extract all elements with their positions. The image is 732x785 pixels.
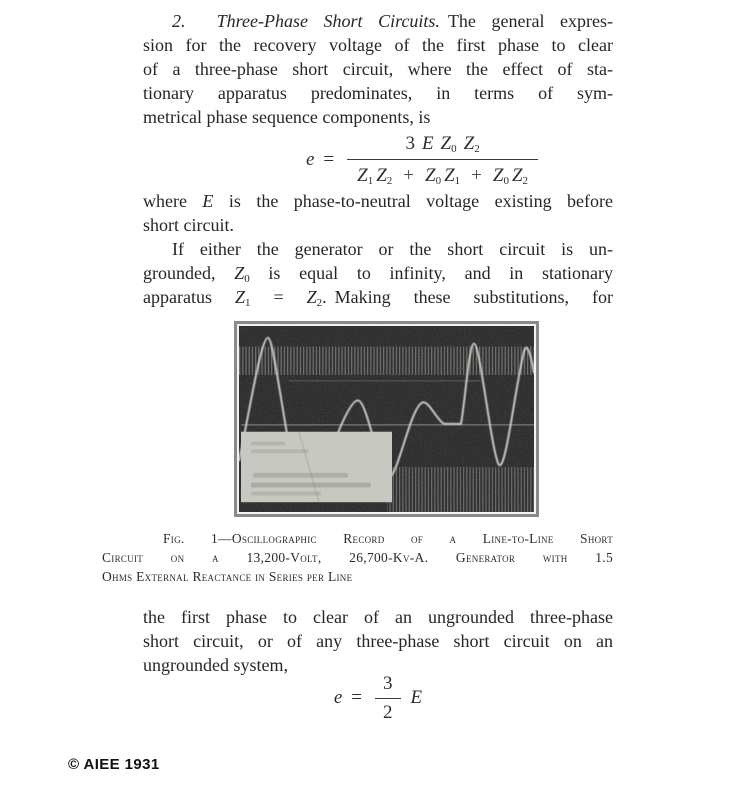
text-segment: The general expres- bbox=[447, 11, 613, 31]
text-line: tionary apparatus predominates, in terms of sym- bbox=[143, 83, 613, 103]
text-line: short circuit, or of any three-phase short circuit on an bbox=[143, 631, 613, 651]
math-token bbox=[357, 165, 373, 186]
figure-photo bbox=[234, 321, 539, 517]
math-token bbox=[512, 165, 528, 186]
math-token bbox=[444, 165, 460, 186]
text-line: the first phase to clear of an ungrounded three-phase bbox=[143, 607, 613, 627]
copyright-notice: © AIEE 1931 bbox=[68, 756, 160, 773]
math-token bbox=[234, 263, 250, 283]
math-token: 3 bbox=[405, 133, 415, 154]
math-var: Z bbox=[444, 165, 455, 186]
math-token bbox=[425, 165, 441, 186]
math-token bbox=[307, 287, 323, 307]
math-token bbox=[376, 165, 392, 186]
label-smudge bbox=[251, 449, 309, 453]
math-subscript: 2 bbox=[386, 175, 393, 187]
math-subscript: 2 bbox=[474, 143, 480, 155]
text-segment: is equal to infinity, and in stationary bbox=[249, 263, 613, 283]
math-rhs: E bbox=[410, 687, 423, 708]
math-lhs: e bbox=[305, 149, 315, 170]
fraction bbox=[375, 673, 401, 724]
math-token bbox=[464, 133, 480, 154]
math-token bbox=[441, 133, 457, 154]
text-line: If either the generator or the short circuit is un- bbox=[172, 239, 613, 259]
paragraph-ungrounded bbox=[143, 237, 613, 309]
equation-recovery-voltage bbox=[143, 131, 657, 189]
math-subscript: 0 bbox=[503, 175, 509, 187]
fraction-numerator: 3 bbox=[375, 673, 401, 699]
math-var: E bbox=[202, 191, 214, 211]
text-segment: apparatus bbox=[143, 287, 235, 307]
label-smudge bbox=[251, 491, 321, 495]
math-subscript: 2 bbox=[316, 297, 323, 309]
math-var: Z bbox=[306, 287, 317, 307]
label-smudge bbox=[251, 483, 371, 488]
text-segment: is the phase-to-neutral voltage existing before bbox=[213, 191, 613, 211]
text-line: metrical phase sequence components, is bbox=[143, 107, 431, 127]
math-var: Z bbox=[234, 287, 245, 307]
equals-sign: = bbox=[250, 287, 307, 307]
figure-caption-line: Ohms External Reactance in Series per Line bbox=[102, 569, 353, 584]
plus-sign: + bbox=[403, 165, 414, 186]
math-var: Z bbox=[234, 263, 245, 283]
math-var: Z bbox=[357, 165, 368, 186]
math-token: E bbox=[421, 133, 434, 154]
math-var: Z bbox=[492, 165, 504, 186]
timing-wave-band-top bbox=[239, 347, 534, 375]
math-var: Z bbox=[425, 165, 436, 186]
text-segment: where bbox=[143, 191, 203, 211]
math-token bbox=[493, 165, 509, 186]
fraction-denominator bbox=[347, 160, 538, 187]
math-subscript: 1 bbox=[454, 175, 461, 187]
section-heading: 2. Three-Phase Short Circuits. bbox=[172, 11, 440, 31]
equation-three-halves-e bbox=[143, 674, 698, 722]
math-subscript: 1 bbox=[244, 297, 251, 309]
math-subscript: 0 bbox=[244, 273, 250, 285]
photo-label-card bbox=[241, 432, 392, 502]
label-smudge bbox=[253, 473, 348, 478]
figure-caption bbox=[102, 529, 613, 586]
fraction-numerator bbox=[347, 133, 538, 160]
math-var: Z bbox=[463, 133, 475, 154]
fraction bbox=[347, 133, 538, 187]
paragraph-intro bbox=[143, 9, 613, 129]
oscillogram-image bbox=[239, 326, 534, 512]
figure-caption-line: Fig. 1—Oscillographic Record of a Line-to-Line Short bbox=[163, 531, 613, 546]
math-var: Z bbox=[376, 165, 387, 186]
math-subscript: 0 bbox=[451, 143, 457, 155]
math-var: Z bbox=[511, 165, 523, 186]
equals-sign: = bbox=[323, 149, 335, 170]
text-segment: Making these substitutions, for bbox=[334, 287, 614, 307]
figure-caption-line: Circuit on a 13,200-Volt, 26,700-Kv-A. Generator with 1.5 bbox=[102, 550, 613, 565]
timing-wave-band-bottom bbox=[387, 467, 534, 512]
math-var: Z bbox=[440, 133, 452, 154]
plus-sign: + bbox=[471, 165, 482, 186]
text-line: of a three-phase short circuit, where the effect of sta- bbox=[143, 59, 613, 79]
paragraph-where-e bbox=[143, 189, 613, 237]
text-line bbox=[143, 9, 613, 33]
text-line: sion for the recovery voltage of the first phase to clear bbox=[143, 35, 613, 55]
equals-sign: = bbox=[351, 687, 363, 708]
text-line bbox=[143, 189, 613, 213]
math-lhs: e bbox=[333, 687, 343, 708]
math-subscript: 2 bbox=[522, 175, 529, 187]
text-line: short circuit. bbox=[143, 215, 234, 235]
text-segment: . bbox=[322, 287, 327, 307]
paragraph-first-phase bbox=[143, 605, 613, 677]
math-subscript: 0 bbox=[435, 175, 442, 187]
math-subscript: 1 bbox=[367, 175, 374, 187]
text-line bbox=[143, 261, 613, 285]
text-line bbox=[143, 285, 613, 309]
text-line: ungrounded system, bbox=[143, 655, 288, 675]
math-token bbox=[235, 287, 251, 307]
text-segment: grounded, bbox=[143, 263, 235, 283]
fraction-denominator: 2 bbox=[383, 701, 393, 723]
label-smudge bbox=[251, 442, 285, 446]
